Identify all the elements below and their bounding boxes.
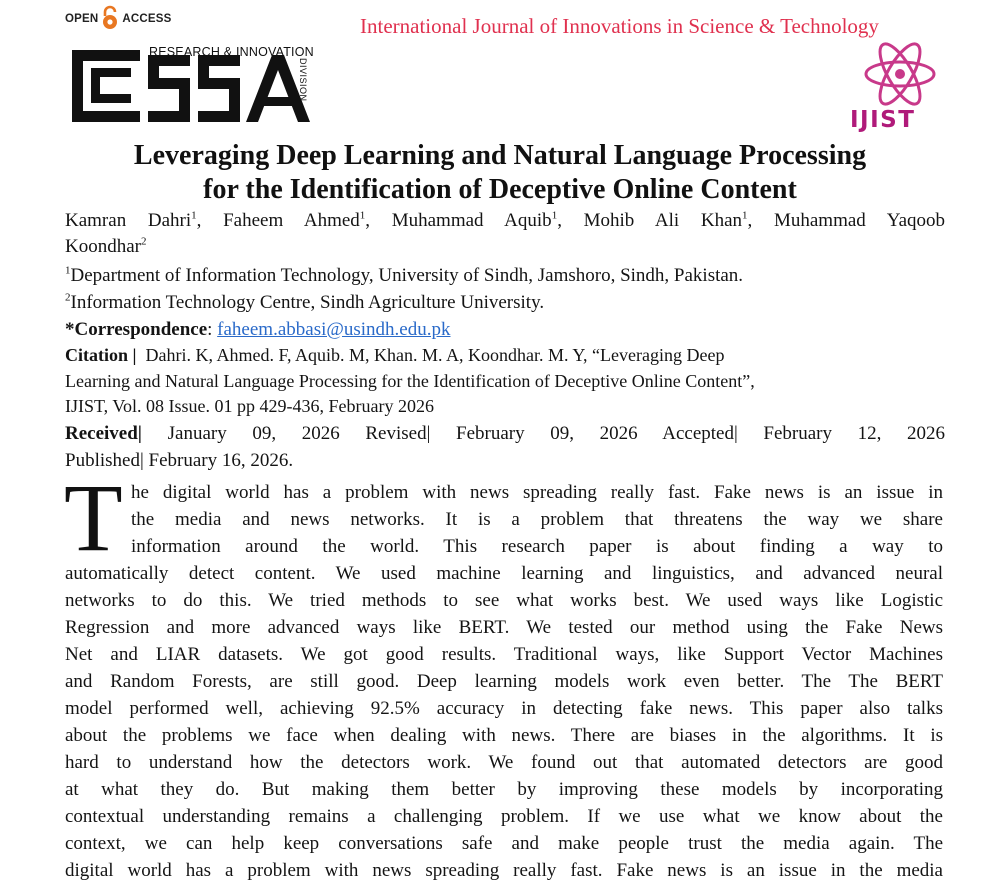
abstract-line: information around the world. This research paper is about finding a way to xyxy=(131,536,943,557)
title-line: Leveraging Deep Learning and Natural Language Processing xyxy=(133,140,867,171)
open-access-label-after: ACCESS xyxy=(122,13,172,25)
journal-badge: IJIST xyxy=(850,107,916,133)
abstract-line: Regression and more advanced ways like BERT. We tested our method using the Fake News xyxy=(65,617,943,638)
abstract-drop-cap: T xyxy=(64,464,123,571)
logo-tagline: RESEARCH & INNOVATION xyxy=(149,45,314,59)
affiliation xyxy=(65,265,743,287)
affiliation xyxy=(65,292,544,314)
abstract-line: hard to understand how the detectors work. We found out that automated detectors are good xyxy=(65,752,943,773)
affiliation-number: 1 xyxy=(65,264,71,277)
author-name: Faheem Ahmed xyxy=(223,210,360,231)
citation-text: IJIST, Vol. 08 Issue. 01 pp 429-436, February 2026 xyxy=(65,396,434,416)
paper-title xyxy=(40,139,960,207)
abstract-line: at what they do. But making them better by improving these models by incorporating xyxy=(65,779,943,800)
affiliation-text: Department of Information Technology, University of Sindh, Jamshoro, Sindh, Pakistan. xyxy=(70,265,744,286)
abstract-line: context, we can help keep conversations safe and make people trust the media again. The xyxy=(65,833,943,854)
author-name: Koondhar xyxy=(65,236,141,257)
author-affiliation-mark: 2 xyxy=(140,235,147,248)
affiliation-number: 2 xyxy=(65,291,71,304)
author-affiliation-mark: 1 xyxy=(551,209,558,222)
affiliation-text: Information Technology Centre, Sindh Agriculture University. xyxy=(70,292,545,313)
author-list-continued xyxy=(65,236,146,258)
abstract-line: about the problems we face when dealing with news. There are biases in the algorithms. It is xyxy=(65,725,943,746)
author-name: Kamran Dahri xyxy=(65,210,192,231)
abstract-line: contextual understanding remains a challenging problem. If we use what we know about the xyxy=(65,806,943,827)
abstract-line: automatically detect content. We used machine learning and linguistics, and advanced neural xyxy=(65,563,943,584)
revised-date: February 09, 2026 xyxy=(456,423,638,444)
revised-label: Revised| xyxy=(365,423,431,444)
author-name: Muhammad Yaqoob xyxy=(773,210,946,231)
publication-dates xyxy=(65,423,945,445)
citation-label: Citation | xyxy=(65,345,137,365)
research-division-logo xyxy=(72,50,312,139)
atom-icon xyxy=(862,40,938,113)
author-affiliation-mark: 1 xyxy=(742,209,748,222)
abstract-line: and Random Forests, are still good. Deep learning models work even better. The The BERT xyxy=(65,671,943,692)
published-label: Published| xyxy=(65,450,144,471)
author-affiliation-mark: 1 xyxy=(359,209,366,222)
abstract-line: Net and LIAR datasets. We got good results. Traditional ways, like Support Vector Machines xyxy=(65,644,943,665)
open-access-label-before: OPEN xyxy=(65,13,99,25)
correspondence-email-link[interactable]: faheem.abbasi@usindh.edu.pk xyxy=(217,319,451,340)
author-affiliation-mark: 1 xyxy=(191,209,197,222)
abstract-line: model performed well, achieving 92.5% accuracy in detecting fake news. This paper also talks xyxy=(65,698,943,719)
author-list: Kamran Dahri$^1$, Faheem Ahmed$^1$, Muhammad Aquib$^1$, Mohib Ali Khan$^1$, Muhammad Yaqoob xyxy=(65,209,946,231)
abstract-line: networks to do this. We tried methods to see what works best. We used ways like Logistic xyxy=(65,590,943,611)
abstract-line: the media and news networks. It is a problem that threatens the way we share xyxy=(131,509,943,530)
journal-name: International Journal of Innovations in Science & Technology xyxy=(360,14,879,38)
logo-division-label: DIVISION xyxy=(298,58,308,102)
correspondence-label: *Correspondence xyxy=(65,319,208,340)
citation-text: Dahri. K, Ahmed. F, Aquib. M, Khan. M. A, Koondhar. M. Y, “Leveraging Deep xyxy=(145,345,725,365)
received-date: January 09, 2026 xyxy=(167,423,340,444)
accepted-label: Accepted| xyxy=(662,423,738,444)
open-access-mark xyxy=(65,5,172,33)
open-lock-icon xyxy=(101,5,119,34)
title-line: for the Identification of Deceptive Online Content xyxy=(203,174,797,205)
author-name: Muhammad Aquib xyxy=(391,210,552,231)
abstract-line: he digital world has a problem with news spreading really fast. Fake news is an issue in xyxy=(131,482,943,503)
correspondence: *Correspondence: faheem.abbasi@usindh.edu.pk xyxy=(65,319,451,340)
abstract-line: digital world has a problem with news spreading really fast. Fake news is an issue in the media xyxy=(65,860,943,881)
accepted-date: February 12, 2026 xyxy=(763,423,946,444)
author-name: Mohib Ali Khan xyxy=(583,210,743,231)
citation-text: Learning and Natural Language Processing for the Identification of Deceptive Online Content”, xyxy=(65,371,755,391)
published-date: February 16, 2026. xyxy=(148,450,294,471)
received-label: Received| xyxy=(65,423,142,444)
citation xyxy=(65,345,724,366)
